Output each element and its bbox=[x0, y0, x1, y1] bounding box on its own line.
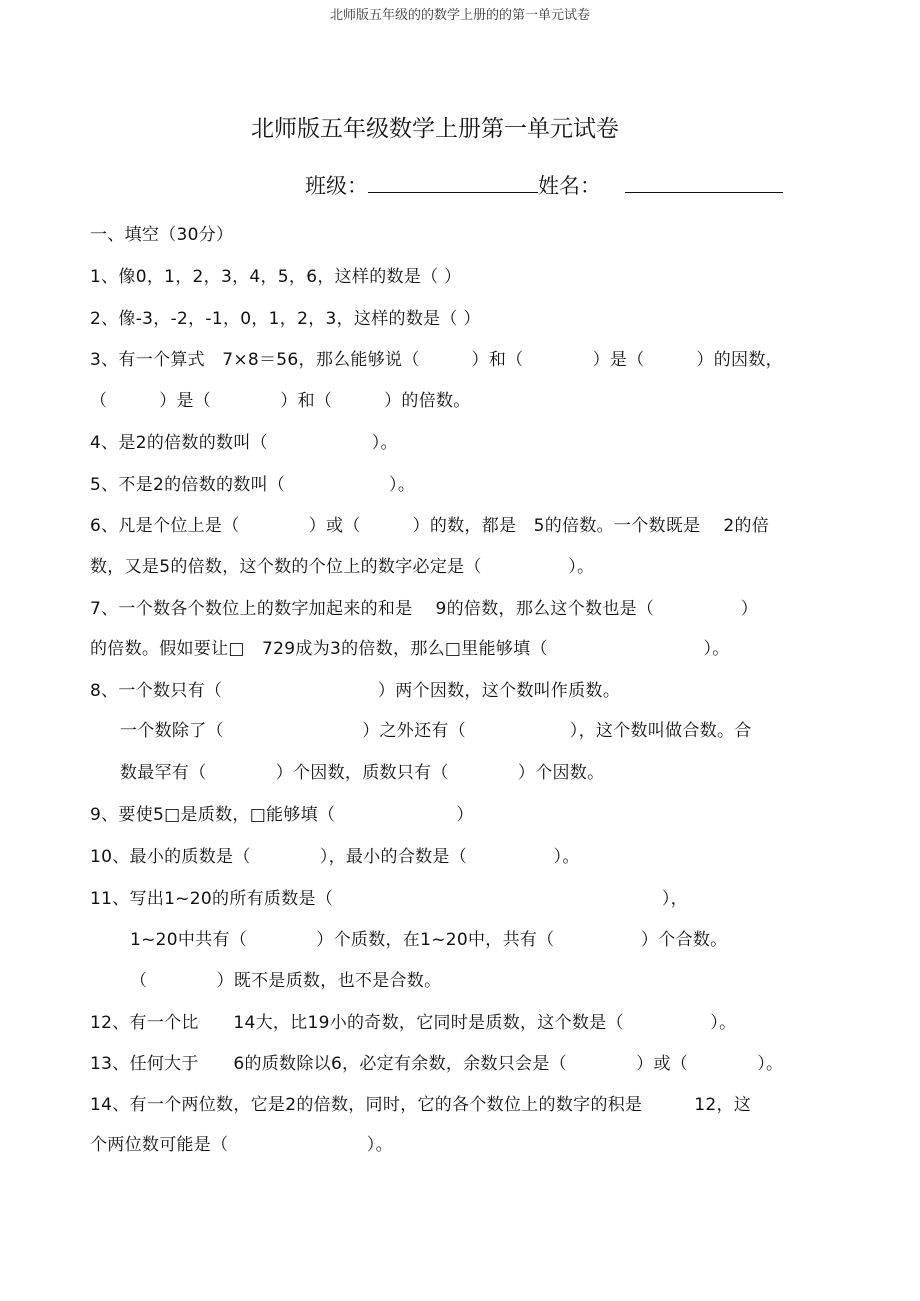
question-9: 9、要使5□是质数，□能够填（ ） bbox=[90, 805, 474, 825]
question-8-cont-2: 数最罕有（ ）个因数，质数只有（ ）个因数。 bbox=[120, 763, 605, 783]
page-title: 北师版五年级数学上册第一单元试卷 bbox=[251, 116, 619, 142]
class-blank[interactable] bbox=[368, 172, 538, 193]
question-11-cont-1: 1~20中共有（ ）个质数，在1~20中，共有（ ）个合数。 bbox=[130, 930, 728, 950]
name-label: 姓名： bbox=[538, 174, 601, 198]
question-11-cont-2: （ ）既不是质数，也不是合数。 bbox=[130, 971, 442, 991]
section-heading: 一、填空（30分） bbox=[90, 225, 234, 245]
question-13: 13、任何大于 6的质数除以6，必定有余数，余数只会是（ ）或（ ）。 bbox=[90, 1054, 784, 1074]
question-4: 4、是2的倍数的数叫（ ）。 bbox=[90, 433, 398, 453]
question-6: 6、凡是个位上是（ ）或（ ）的数，都是 5的倍数。一个数既是 2的倍 bbox=[90, 516, 770, 536]
question-7-cont: 的倍数。假如要让□ 729成为3的倍数，那么□里能够填（ ）。 bbox=[90, 639, 730, 659]
question-1: 1、像0，1，2，3，4，5，6，这样的数是（ ） bbox=[90, 267, 462, 287]
question-2: 2、像-3，-2，-1，0，1，2，3，这样的数是（ ） bbox=[90, 309, 481, 329]
question-8: 8、一个数只有（ ）两个因数，这个数叫作质数。 bbox=[90, 681, 621, 701]
question-8-cont-1: 一个数除了（ ）之外还有（ ），这个数叫做合数。合 bbox=[120, 721, 752, 741]
question-14-cont: 个两位数可能是（ ）。 bbox=[90, 1135, 393, 1155]
class-label: 班级： bbox=[305, 174, 368, 198]
question-14: 14、有一个两位数，它是2的倍数，同时，它的各个数位上的数字的积是 12，这 bbox=[90, 1095, 752, 1115]
question-12: 12、有一个比 14大，比19小的奇数，它同时是质数，这个数是（ ）。 bbox=[90, 1013, 737, 1033]
question-3-cont: （ ）是（ ）和（ ）的倍数。 bbox=[90, 391, 471, 411]
question-7: 7、一个数各个数位上的数字加起来的和是 9的倍数，那么这个数也是（ ） bbox=[90, 599, 759, 619]
question-3: 3、有一个算式 7×8＝56，那么能够说（ ）和（ ）是（ ）的因数， bbox=[90, 350, 783, 370]
question-11: 11、写出1~20的所有质数是（ ）， bbox=[90, 889, 688, 909]
name-blank[interactable] bbox=[625, 172, 783, 193]
question-6-cont: 数，又是5的倍数，这个数的个位上的数字必定是（ ）。 bbox=[90, 557, 595, 577]
student-info bbox=[305, 170, 783, 200]
page-header-note: 北师版五年级的的数学上册的的第一单元试卷 bbox=[329, 8, 590, 23]
question-5: 5、不是2的倍数的数叫（ ）。 bbox=[90, 475, 416, 495]
question-10: 10、最小的质数是（ ），最小的合数是（ ）。 bbox=[90, 847, 580, 867]
